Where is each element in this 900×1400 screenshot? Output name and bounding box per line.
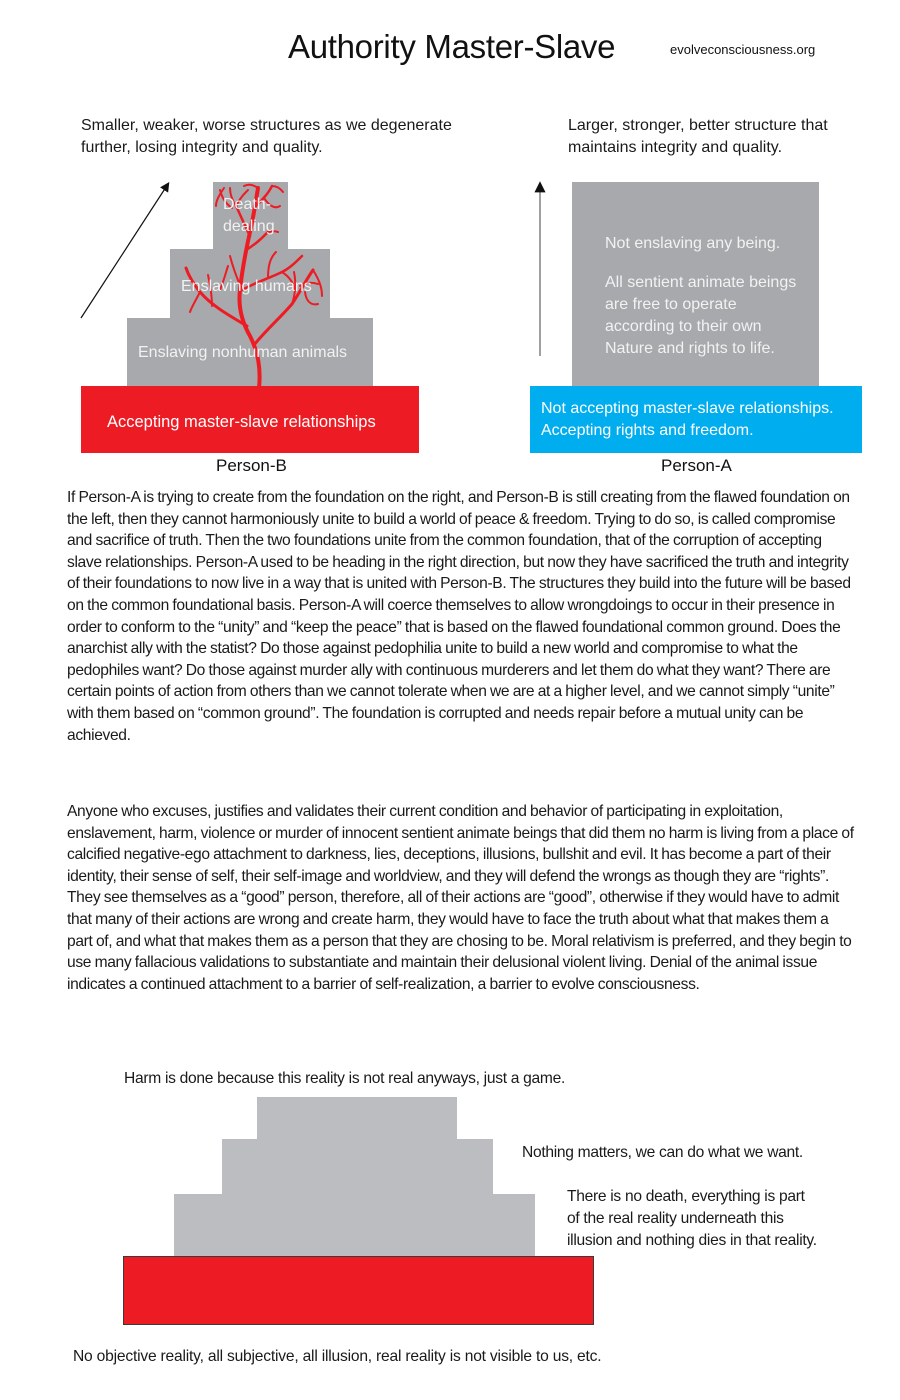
foundation-label-right: [541, 398, 834, 442]
left-caption-line: Smaller, weaker, worse structures as we degenerate: [81, 117, 452, 134]
foundation-label-line: Accepting rights and freedom.: [541, 422, 754, 439]
bottom-lower-label-line: of the real reality underneath this: [567, 1210, 784, 1227]
structure-label-not-enslaving: Not enslaving any being.: [605, 235, 781, 252]
tier-label-line: Death-: [223, 196, 272, 213]
left-caption-line: further, losing integrity and quality.: [81, 139, 323, 156]
structure-label-line: All sentient animate beings: [605, 274, 797, 291]
foundation-label-left: Accepting master-slave relationships: [107, 413, 376, 431]
right-caption-line: Larger, stronger, better structure that: [568, 117, 828, 134]
bottom-foundation: [123, 1256, 594, 1325]
bottom-tier-middle: [222, 1139, 493, 1195]
bottom-top-label: Harm is done because this reality is not real anyways, just a game.: [124, 1070, 565, 1087]
body-paragraph-2: Anyone who excuses, justifies and validates their current condition and behavior of participating in exploitation, enslavement, harm, violence or murder of innocent sentient animate beings that did them no harm is living from a place of calcified negative-ego attachment to darkness, lies, deceptions, illusions, bullshit and evil. It has become a part of their identity, their sense of self, their self-image and worldview, and they will defend the wrongs as though they are “rights”. They see themselves as a “good” person, therefore, all of their actions are “good”, otherwise if they would have to admit that many of their actions are wrong and create harm, they would have to face the truth about what that makes them a part of, and what that makes them as a person that they are chosing to be. Moral relativism is preferred, and they begin to use many fallacious validations to substantiate and maintain their delusional violent living. Denial of the animal issue indicates a continued attachment to a barrier of self-realization, a barrier to evolve consciousness.: [67, 803, 854, 993]
site-url: evolveconsciousness.org: [670, 42, 816, 57]
structure-label-line: Nature and rights to life.: [605, 340, 775, 357]
bottom-foundation-label: No objective reality, all subjective, all illusion, real reality is not visible to us, etc.: [73, 1348, 602, 1365]
structure-label-line: according to their own: [605, 318, 762, 335]
bottom-lower-label-line: There is no death, everything is part: [567, 1188, 805, 1205]
foundation-label-line: Not accepting master-slave relationships.: [541, 400, 834, 417]
bottom-mid-label: Nothing matters, we can do what we want.: [522, 1144, 803, 1161]
person-a-label: Person-A: [661, 456, 732, 475]
tier-label-enslaving-humans: Enslaving humans: [181, 278, 312, 295]
structure-label-sentient-beings: [605, 272, 796, 360]
bottom-tier-lower: [174, 1194, 535, 1257]
body-paragraph-1: If Person-A is trying to create from the foundation on the right, and Person-B is still creating from the flawed foundation on the left, then they cannot harmoniously unite to build a world of peace & freedom. Trying to do so, is called compromise and sacrifice of truth. Then the two foundations unite from the common foundation, that of the corruption of accepting slave relationships. Person-A used to be heading in the right direction, but now they have sacrificed the truth and integrity of their foundations to now live in a way that is united with Person-B. The structures they build into the future will be based on the common foundational basis. Person-A will coerce themselves to allow wrongdoings to occur in their presence in order to conform to the “unity” and “keep the peace” that is based on the flawed foundational common ground. Does the anarchist ally with the statist? Do those against pedophilia unite to build a new world and compromise to what the pedophiles want? Do those against murder ally with continuous murderers and let them do what they want? There are certain points of action from others than we cannot tolerate when we are at a higher level, and we cannot simply “unite” with them based on “common ground”. The foundation is corrupted and needs repair before a mutual unity can be achieved.: [67, 489, 851, 744]
bottom-lower-label: [567, 1186, 817, 1252]
right-caption-line: maintains integrity and quality.: [568, 139, 783, 156]
tier-label-line: dealing: [223, 218, 275, 235]
bottom-tier-top: [257, 1097, 457, 1140]
tier-label-enslaving-nonhuman-animals: Enslaving nonhuman animals: [138, 344, 348, 361]
person-b-label: Person-B: [216, 456, 287, 475]
structure-label-line: are free to operate: [605, 296, 737, 313]
bottom-lower-label-line: illusion and nothing dies in that reality.: [567, 1232, 817, 1249]
page-title: Authority Master-Slave: [288, 28, 616, 65]
